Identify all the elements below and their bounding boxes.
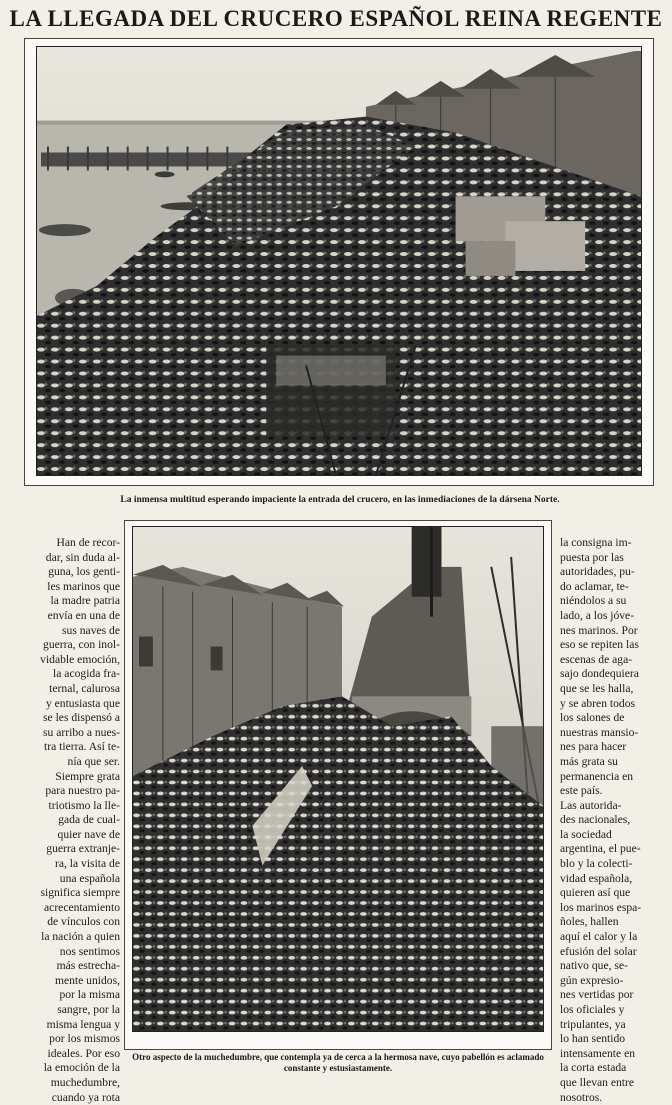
bottom-photo-caption: Otro aspecto de la muchedumbre, que contempla ya de cerca a la hermosa nave, cuyo pabellón es aclamado constante y estusiastamente. (132, 1052, 544, 1073)
text-line: este país. (560, 784, 603, 798)
text-line: la consigna im- (560, 536, 632, 549)
text-line: guerra, con inol- (43, 638, 120, 652)
text-line: acrecentamiento (44, 900, 120, 914)
text-line: se les dispensó a (43, 711, 120, 725)
text-line: Siempre grata (55, 769, 120, 783)
text-line: triotismo la lle- (48, 798, 120, 812)
text-line: cuando ya rota (51, 1090, 120, 1104)
text-line: argentina, el pue- (560, 842, 641, 856)
text-line: puesta por las (560, 550, 624, 564)
left-column-text (24, 536, 120, 1105)
text-line: misma lengua y (46, 1017, 120, 1031)
top-photo-caption: La inmensa multitud esperando impaciente la entrada del crucero, en las inmediaciones de la dársena Norte. (120, 495, 560, 505)
text-line: do aclamar, te- (560, 579, 629, 593)
text-line: tra tierra. Así te- (44, 740, 120, 754)
text-line: y entusiasta que (45, 696, 120, 710)
text-line: la acogida fra- (53, 667, 120, 681)
article-column-left (24, 536, 120, 1105)
text-line: ñoles, hallen (560, 915, 619, 929)
text-line: nes marinos. Por (560, 623, 638, 637)
text-line: des nacionales, (560, 813, 631, 827)
crowd-at-dock-photo (36, 46, 642, 476)
text-line: más grata su (560, 754, 618, 768)
text-line: los salones de (560, 711, 625, 725)
text-line: por los mismos (49, 1032, 120, 1046)
text-line: dar, sin duda al- (45, 550, 120, 564)
text-line: que llevan entre (560, 1075, 635, 1089)
text-line: nuestras mansio- (560, 725, 639, 739)
text-line: nosotros. (560, 1090, 603, 1104)
text-line: Han de recor- (56, 536, 120, 549)
text-line: niéndolos a su (560, 594, 627, 608)
text-line: una española (59, 871, 120, 885)
article-column-right (560, 536, 664, 1105)
text-line: por la misma (59, 988, 120, 1002)
text-line: la emoción de la (43, 1061, 120, 1075)
text-line: permanencia en (560, 769, 634, 783)
text-line: gún expresio- (560, 973, 624, 987)
text-line: escenas de aga- (560, 652, 633, 666)
text-line: lado, a los jóve- (560, 608, 635, 622)
text-line: vidad española, (560, 871, 633, 885)
text-line: la madre patria (50, 594, 120, 608)
text-line: la sociedad (560, 827, 612, 841)
text-line: guerra extranje- (46, 842, 120, 856)
text-line: envía en una de (47, 608, 120, 622)
text-line: intensamente en (560, 1046, 636, 1060)
text-line: lo han sentido (560, 1032, 626, 1046)
text-line: más estrecha- (56, 959, 120, 973)
text-line: nativo que, se- (560, 959, 628, 973)
text-line: y se abren todos (560, 696, 636, 710)
text-line: nes vertidas por (560, 988, 634, 1002)
text-line: nía que ser. (67, 754, 120, 768)
text-line: los marinos espa- (560, 900, 642, 914)
text-line: les marinos que (47, 579, 120, 593)
headline: LA LLEGADA DEL CRUCERO ESPAÑOL REINA REGENTE (9, 6, 663, 31)
text-line: vidable emoción, (40, 652, 120, 666)
crowd-near-ship-photo (132, 526, 544, 1032)
text-line: blo y la colecti- (560, 857, 633, 871)
text-line: sus naves de (62, 623, 120, 637)
text-line: para nuestro pa- (45, 784, 120, 798)
text-line: la nación a quien (41, 930, 120, 944)
text-line: su arribo a nues- (43, 725, 120, 739)
text-line: ra, la visita de (54, 857, 120, 871)
text-line: la corta estada (560, 1061, 627, 1075)
text-line: los oficiales y (560, 1003, 625, 1016)
text-line: ideales. Por eso (47, 1046, 120, 1060)
text-line: quier nave de (57, 827, 120, 841)
text-line: mente unidos, (54, 973, 120, 987)
text-line: nes para hacer (560, 740, 627, 754)
text-line: que se les halla, (560, 681, 634, 695)
text-line: nos sentimos (59, 944, 120, 958)
text-line: eso se repiten las (560, 638, 639, 652)
text-line: ternal, calurosa (49, 681, 120, 695)
text-line: Las autorida- (560, 798, 622, 812)
right-column-text (560, 536, 664, 1105)
text-line: gada de cual- (58, 813, 120, 827)
text-line: sangre, por la (57, 1003, 120, 1016)
text-line: guna, los genti- (48, 565, 120, 579)
text-line: quieren así que (560, 886, 631, 900)
text-line: significa siempre (40, 886, 120, 900)
text-line: tripulantes, ya (560, 1017, 626, 1031)
text-line: de vínculos con (47, 915, 120, 929)
text-line: efusión del solar (560, 944, 637, 958)
text-line: autoridades, pu- (560, 565, 635, 579)
text-line: sajo dondequiera (560, 667, 639, 681)
text-line: aquí el calor y la (560, 930, 638, 944)
text-line: muchedumbre, (50, 1075, 120, 1089)
